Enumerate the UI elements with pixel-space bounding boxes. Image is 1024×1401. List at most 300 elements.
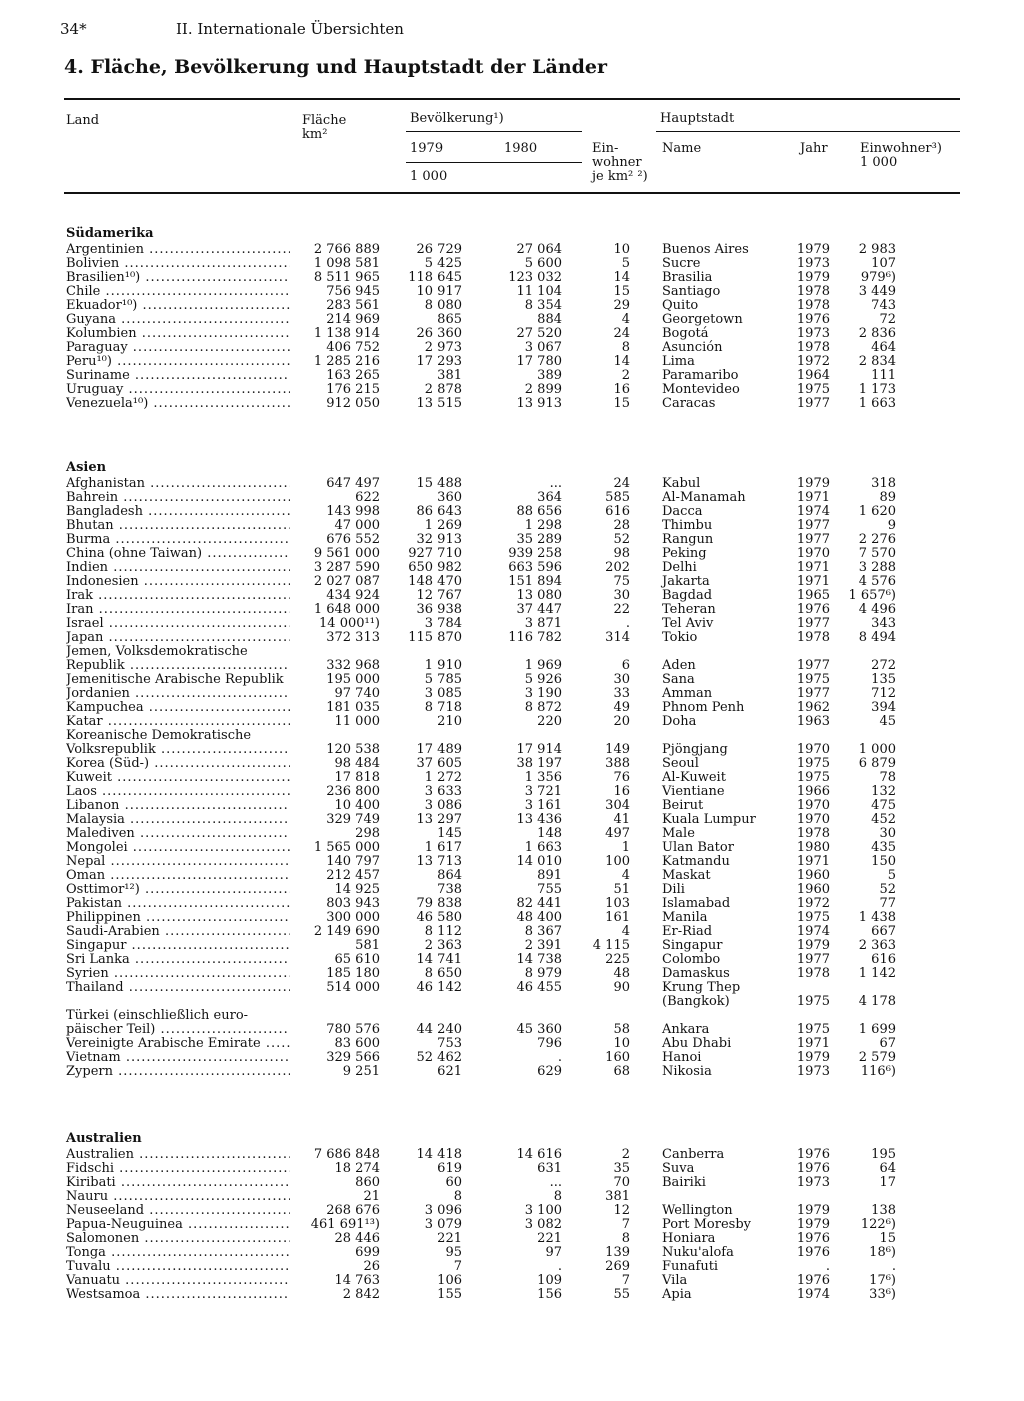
- cell-jahr: 1960: [796, 882, 830, 897]
- cell-dichte: 15: [613, 396, 630, 411]
- cell-land: Singapur .....: [66, 939, 290, 953]
- cell-flaeche: 676 552: [326, 532, 380, 547]
- cell-land: Jemen, Volksdemokratische: [66, 645, 248, 659]
- cell-dichte: 76: [613, 770, 630, 785]
- header-einheit: 1 000: [410, 169, 448, 184]
- cell-hauptstadt: (Bangkok): [662, 994, 730, 1009]
- cell-jahr: 1978: [796, 298, 830, 313]
- cell-dichte: 10: [613, 1036, 630, 1051]
- cell-einwohner: 2 836: [858, 326, 896, 341]
- cell-land: Tonga .....: [66, 1246, 290, 1260]
- cell-jahr: 1972: [796, 354, 830, 369]
- cell-einwohner: 3 288: [858, 560, 896, 575]
- cell-flaeche: 14 763: [334, 1273, 380, 1288]
- cell-einwohner: 2 363: [858, 938, 896, 953]
- table-row: [66, 631, 960, 645]
- cell-dichte: 24: [613, 476, 630, 491]
- cell-flaeche: 97 740: [334, 686, 380, 701]
- cell-dichte: 103: [605, 896, 630, 911]
- cell-einwohner: 45: [879, 714, 896, 729]
- cell-jahr: 1970: [796, 812, 830, 827]
- cell-einwohner: 2 983: [858, 242, 896, 257]
- cell-bev-1979: 37 605: [416, 756, 462, 771]
- table-row: [66, 729, 960, 743]
- cell-bev-1979: 115 870: [408, 630, 462, 645]
- cell-jahr: 1979: [796, 242, 830, 257]
- cell-einwohner: 135: [871, 672, 896, 687]
- cell-einwohner: 1 000: [858, 742, 896, 757]
- cell-bev-1979: 145: [437, 826, 462, 841]
- cell-flaeche: 461 691¹³): [310, 1217, 380, 1232]
- cell-land: Libanon .....: [66, 799, 290, 813]
- cell-einwohner: .: [891, 1259, 896, 1274]
- cell-bev-1979: 621: [437, 1064, 462, 1079]
- cell-dichte: 48: [613, 966, 630, 981]
- cell-bev-1980: 14 616: [516, 1147, 562, 1162]
- unit-rule: [406, 162, 582, 163]
- cell-jahr: 1977: [796, 658, 830, 673]
- cell-hauptstadt: Ankara: [662, 1022, 710, 1037]
- cell-hauptstadt: Bairiki: [662, 1175, 706, 1190]
- cell-land: Laos .....: [66, 785, 290, 799]
- cell-dichte: 4 115: [592, 938, 630, 953]
- cell-flaeche: 298: [355, 826, 380, 841]
- cell-hauptstadt: Male: [662, 826, 695, 841]
- cell-flaeche: 185 180: [326, 966, 380, 981]
- table-row: [66, 757, 960, 771]
- cell-bev-1979: 8 650: [424, 966, 462, 981]
- cell-einwohner: 52: [879, 882, 896, 897]
- cell-dichte: 6: [621, 658, 630, 673]
- cell-hauptstadt: Krung Thep: [662, 980, 741, 995]
- cell-bev-1980: 2 899: [524, 382, 562, 397]
- cell-bev-1980: 663 596: [508, 560, 562, 575]
- cell-hauptstadt: Aden: [662, 658, 696, 673]
- cell-bev-1980: 82 441: [516, 896, 562, 911]
- cell-hauptstadt: Canberra: [662, 1147, 725, 1162]
- section-asien: [66, 460, 960, 1079]
- cell-jahr: 1978: [796, 630, 830, 645]
- cell-hauptstadt: Manila: [662, 910, 708, 925]
- cell-land: Ekuador¹⁰) .....: [66, 299, 290, 313]
- cell-bev-1980: 884: [537, 312, 562, 327]
- cell-einwohner: 452: [871, 812, 896, 827]
- table-row: [66, 715, 960, 729]
- cell-einwohner: 9: [887, 518, 896, 533]
- cell-hauptstadt: Er-Riad: [662, 924, 713, 939]
- cell-einwohner: 667: [871, 924, 896, 939]
- cell-hauptstadt: Buenos Aires: [662, 242, 749, 257]
- cell-jahr: 1977: [796, 532, 830, 547]
- section-heading: Südamerika: [66, 226, 154, 241]
- cell-bev-1980: 8 354: [524, 298, 562, 313]
- cell-hauptstadt: Kuala Lumpur: [662, 812, 756, 827]
- cell-bev-1980: 3 721: [524, 784, 562, 799]
- cell-einwohner: 2 834: [858, 354, 896, 369]
- section-title: II. Internationale Übersichten: [176, 20, 404, 38]
- cell-einwohner: 1 663: [858, 396, 896, 411]
- cell-flaeche: 647 497: [326, 476, 380, 491]
- cell-dichte: 161: [605, 910, 630, 925]
- cell-einwohner: 17⁶): [869, 1273, 896, 1288]
- cell-bev-1980: 755: [537, 882, 562, 897]
- cell-hauptstadt: Suva: [662, 1161, 695, 1176]
- cell-hauptstadt: Amman: [662, 686, 713, 701]
- cell-flaeche: 236 800: [326, 784, 380, 799]
- cell-bev-1979: 8 112: [424, 924, 462, 939]
- cell-jahr: 1976: [796, 1245, 830, 1260]
- cell-hauptstadt: Apia: [662, 1287, 692, 1302]
- cell-bev-1980: 109: [537, 1273, 562, 1288]
- cell-flaeche: 1 285 216: [313, 354, 380, 369]
- cell-jahr: 1964: [796, 368, 830, 383]
- table-row: [66, 659, 960, 673]
- cell-bev-1979: 1 269: [424, 518, 462, 533]
- header-flaeche: Fläche km²: [302, 113, 347, 142]
- cell-flaeche: 163 265: [326, 368, 380, 383]
- cell-dichte: 52: [613, 532, 630, 547]
- cell-jahr: 1978: [796, 284, 830, 299]
- cell-bev-1979: 95: [445, 1245, 462, 1260]
- cell-flaeche: 268 676: [326, 1203, 380, 1218]
- table-row: [66, 1148, 960, 1162]
- cell-einwohner: 2 579: [858, 1050, 896, 1065]
- cell-hauptstadt: Phnom Penh: [662, 700, 745, 715]
- cell-hauptstadt: Katmandu: [662, 854, 730, 869]
- cell-flaeche: 780 576: [326, 1022, 380, 1037]
- cell-bev-1979: 36 938: [416, 602, 462, 617]
- cell-einwohner: 33⁶): [869, 1287, 896, 1302]
- cell-dichte: 29: [613, 298, 630, 313]
- cell-bev-1980: 88 656: [516, 504, 562, 519]
- cell-bev-1979: 7: [453, 1259, 462, 1274]
- cell-bev-1979: 381: [437, 368, 462, 383]
- cell-bev-1980: 221: [537, 1231, 562, 1246]
- cell-einwohner: 7 570: [858, 546, 896, 561]
- cell-einwohner: 67: [879, 1036, 896, 1051]
- table-row: [66, 771, 960, 785]
- cell-bev-1979: 13 713: [416, 854, 462, 869]
- table-row: [66, 1218, 960, 1232]
- cell-jahr: 1977: [796, 686, 830, 701]
- table-row: [66, 869, 960, 883]
- cell-einwohner: 138: [871, 1203, 896, 1218]
- cell-einwohner: 30: [879, 826, 896, 841]
- table-row: [66, 1051, 960, 1065]
- cell-dichte: 7: [621, 1273, 630, 1288]
- cell-land: Chile .....: [66, 285, 290, 299]
- cell-bev-1980: 17 914: [516, 742, 562, 757]
- cell-bev-1980: 97: [545, 1245, 562, 1260]
- cell-jahr: 1973: [796, 256, 830, 271]
- cell-land: Irak .....: [66, 589, 290, 603]
- cell-hauptstadt: Thimbu: [662, 518, 713, 533]
- cell-jahr: 1979: [796, 1203, 830, 1218]
- cell-einwohner: 150: [871, 854, 896, 869]
- cell-flaeche: 756 945: [326, 284, 380, 299]
- table-row: [66, 271, 960, 285]
- cell-hauptstadt: Seoul: [662, 756, 699, 771]
- cell-einwohner: 77: [879, 896, 896, 911]
- cell-dichte: 14: [613, 354, 630, 369]
- cell-bev-1980: 3 082: [524, 1217, 562, 1232]
- cell-land: Korea (Süd-) .....: [66, 757, 290, 771]
- cell-flaeche: 2 027 087: [313, 574, 380, 589]
- cell-dichte: 2: [621, 1147, 630, 1162]
- cell-land: Thailand .....: [66, 981, 290, 995]
- cell-flaeche: 214 969: [326, 312, 380, 327]
- cell-jahr: 1960: [796, 868, 830, 883]
- cell-land: Australien .....: [66, 1148, 290, 1162]
- section-rows: [66, 477, 960, 1079]
- cell-land: Bahrein .....: [66, 491, 290, 505]
- cell-land: Vietnam .....: [66, 1051, 290, 1065]
- cell-hauptstadt: Jakarta: [662, 574, 710, 589]
- cell-dichte: 225: [605, 952, 630, 967]
- cell-hauptstadt: Ulan Bator: [662, 840, 734, 855]
- cell-jahr: 1971: [796, 574, 830, 589]
- cell-bev-1980: 1 663: [524, 840, 562, 855]
- cell-hauptstadt: Vila: [662, 1273, 688, 1288]
- table-row: [66, 327, 960, 341]
- cell-hauptstadt: Bagdad: [662, 588, 713, 603]
- header-jahr: Jahr: [800, 141, 828, 156]
- cell-dichte: 68: [613, 1064, 630, 1079]
- cell-hauptstadt: Pjöngjang: [662, 742, 728, 757]
- cell-flaeche: 434 924: [326, 588, 380, 603]
- cell-flaeche: 1 648 000: [313, 602, 380, 617]
- cell-flaeche: 803 943: [326, 896, 380, 911]
- cell-bev-1980: 629: [537, 1064, 562, 1079]
- cell-einwohner: 122⁶): [860, 1217, 896, 1232]
- cell-flaeche: 329 566: [326, 1050, 380, 1065]
- cell-hauptstadt: Al-Kuweit: [662, 770, 726, 785]
- cell-bev-1979: 32 913: [416, 532, 462, 547]
- table-row: [66, 897, 960, 911]
- cell-land: Vanuatu .....: [66, 1274, 290, 1288]
- cell-dichte: 139: [605, 1245, 630, 1260]
- cell-jahr: 1973: [796, 1175, 830, 1190]
- cell-dichte: 585: [605, 490, 630, 505]
- cell-einwohner: 111: [871, 368, 896, 383]
- bev-rule: [406, 131, 582, 132]
- table-row: [66, 799, 960, 813]
- cell-bev-1980: 38 197: [516, 756, 562, 771]
- cell-bev-1979: 650 982: [408, 560, 462, 575]
- table-row: [66, 243, 960, 257]
- header-dichte: Ein- wohner je km² ²): [592, 141, 648, 184]
- cell-bev-1979: 26 360: [416, 326, 462, 341]
- table-row: [66, 603, 960, 617]
- cell-bev-1980: 389: [537, 368, 562, 383]
- cell-hauptstadt: Beirut: [662, 798, 704, 813]
- cell-flaeche: 7 686 848: [313, 1147, 380, 1162]
- cell-bev-1979: 864: [437, 868, 462, 883]
- cell-bev-1979: 360: [437, 490, 462, 505]
- cell-bev-1980: 3 190: [524, 686, 562, 701]
- cell-land: Kiribati .....: [66, 1176, 290, 1190]
- cell-hauptstadt: Nuku'alofa: [662, 1245, 734, 1260]
- cell-flaeche: 181 035: [326, 700, 380, 715]
- cell-land: Sri Lanka .....: [66, 953, 290, 967]
- cell-hauptstadt: Tokio: [662, 630, 698, 645]
- cell-land: Koreanische Demokratische: [66, 729, 252, 743]
- cell-bev-1980: 5 926: [524, 672, 562, 687]
- cell-flaeche: 699: [355, 1245, 380, 1260]
- cell-land: Jordanien .....: [66, 687, 290, 701]
- cell-einwohner: 89: [879, 490, 896, 505]
- cell-bev-1980: 27 520: [516, 326, 562, 341]
- cell-bev-1979: 5 785: [424, 672, 462, 687]
- cell-einwohner: 4 576: [858, 574, 896, 589]
- cell-jahr: 1971: [796, 560, 830, 575]
- cell-jahr: 1976: [796, 1161, 830, 1176]
- table-row: [66, 491, 960, 505]
- cell-bev-1979: 14 418: [416, 1147, 462, 1162]
- cell-dichte: 8: [621, 340, 630, 355]
- cell-land: Afghanistan .....: [66, 477, 290, 491]
- cell-land: Volksrepublik .....: [66, 743, 290, 757]
- cell-jahr: 1971: [796, 854, 830, 869]
- cell-bev-1980: 123 032: [508, 270, 562, 285]
- cell-bev-1979: 79 838: [416, 896, 462, 911]
- cell-flaeche: 143 998: [326, 504, 380, 519]
- cell-einwohner: 272: [871, 658, 896, 673]
- cell-bev-1979: 14 741: [416, 952, 462, 967]
- table-row: [66, 743, 960, 757]
- section-heading: Australien: [66, 1131, 142, 1146]
- cell-einwohner: 132: [871, 784, 896, 799]
- cell-dichte: 269: [605, 1259, 630, 1274]
- cell-hauptstadt: Dili: [662, 882, 685, 897]
- cell-dichte: 30: [613, 588, 630, 603]
- cell-einwohner: 1 173: [858, 382, 896, 397]
- cell-hauptstadt: Al-Manamah: [662, 490, 746, 505]
- cell-bev-1980: 116 782: [508, 630, 562, 645]
- cell-jahr: 1975: [796, 1022, 830, 1037]
- cell-hauptstadt: Vientiane: [662, 784, 725, 799]
- table-row: [66, 589, 960, 603]
- cell-land: Indien .....: [66, 561, 290, 575]
- cell-dichte: 8: [621, 1231, 630, 1246]
- cell-einwohner: 6 879: [858, 756, 896, 771]
- cell-dichte: 35: [613, 1161, 630, 1176]
- cell-hauptstadt: Peking: [662, 546, 707, 561]
- cell-bev-1980: 14 010: [516, 854, 562, 869]
- cell-hauptstadt: Dacca: [662, 504, 703, 519]
- cell-jahr: 1965: [796, 588, 830, 603]
- table-row: [66, 1190, 960, 1204]
- cell-jahr: 1976: [796, 602, 830, 617]
- cell-jahr: 1979: [796, 270, 830, 285]
- cell-bev-1980: 939 258: [508, 546, 562, 561]
- cell-hauptstadt: Sucre: [662, 256, 701, 271]
- cell-dichte: 49: [613, 700, 630, 715]
- cell-hauptstadt: Caracas: [662, 396, 716, 411]
- cell-dichte: 304: [605, 798, 630, 813]
- cell-flaeche: 120 538: [326, 742, 380, 757]
- cell-hauptstadt: Sana: [662, 672, 695, 687]
- table-row: [66, 855, 960, 869]
- cell-bev-1980: 46 455: [516, 980, 562, 995]
- cell-land: Kampuchea .....: [66, 701, 290, 715]
- cell-bev-1980: 151 894: [508, 574, 562, 589]
- cell-flaeche: 3 287 590: [313, 560, 380, 575]
- cell-bev-1979: 148 470: [408, 574, 462, 589]
- cell-dichte: .: [625, 616, 630, 631]
- table-row: [66, 369, 960, 383]
- cell-dichte: 314: [605, 630, 630, 645]
- cell-dichte: 4: [621, 868, 630, 883]
- cell-flaeche: 26: [363, 1259, 380, 1274]
- cell-dichte: 149: [605, 742, 630, 757]
- cell-dichte: 33: [613, 686, 630, 701]
- cell-jahr: 1977: [796, 396, 830, 411]
- cell-jahr: 1979: [796, 938, 830, 953]
- cell-hauptstadt: Maskat: [662, 868, 711, 883]
- table-row: [66, 645, 960, 659]
- cell-flaeche: 140 797: [326, 854, 380, 869]
- cell-bev-1979: 8 080: [424, 298, 462, 313]
- cell-land: Venezuela¹⁰) .....: [66, 397, 290, 411]
- cell-bev-1980: 220: [537, 714, 562, 729]
- table-row: [66, 785, 960, 799]
- cell-land: Nepal .....: [66, 855, 290, 869]
- cell-bev-1980: 891: [537, 868, 562, 883]
- cell-land: Saudi-Arabien .....: [66, 925, 290, 939]
- cell-land: Argentinien .....: [66, 243, 290, 257]
- cell-bev-1979: 13 515: [416, 396, 462, 411]
- cell-jahr: 1980: [796, 840, 830, 855]
- cell-einwohner: 1 620: [858, 504, 896, 519]
- cell-flaeche: 195 000: [326, 672, 380, 687]
- header-einwohner: Einwohner³) 1 000: [860, 141, 942, 170]
- cell-bev-1980: 48 400: [516, 910, 562, 925]
- cell-dichte: 7: [621, 1217, 630, 1232]
- cell-land: Republik .....: [66, 659, 290, 673]
- hst-rule: [656, 131, 960, 132]
- cell-bev-1979: 3 096: [424, 1203, 462, 1218]
- cell-hauptstadt: Islamabad: [662, 896, 731, 911]
- cell-land: Indonesien .....: [66, 575, 290, 589]
- cell-bev-1979: 221: [437, 1231, 462, 1246]
- header-bevoelkerung: Bevölkerung¹): [410, 111, 504, 126]
- cell-einwohner: 18⁶): [869, 1245, 896, 1260]
- header-hauptstadt: Hauptstadt: [660, 111, 735, 126]
- cell-hauptstadt: Damaskus: [662, 966, 730, 981]
- cell-bev-1979: 738: [437, 882, 462, 897]
- cell-flaeche: 860: [355, 1175, 380, 1190]
- cell-land: Mongolei .....: [66, 841, 290, 855]
- cell-flaeche: 2 842: [342, 1287, 380, 1302]
- cell-dichte: 16: [613, 382, 630, 397]
- cell-bev-1980: 3 871: [524, 616, 562, 631]
- cell-jahr: 1979: [796, 476, 830, 491]
- cell-flaeche: 17 818: [334, 770, 380, 785]
- cell-einwohner: 4 496: [858, 602, 896, 617]
- table-row: [66, 1176, 960, 1190]
- cell-dichte: 1: [621, 840, 630, 855]
- table-row: [66, 561, 960, 575]
- cell-dichte: 51: [613, 882, 630, 897]
- cell-hauptstadt: Lima: [662, 354, 695, 369]
- cell-hauptstadt: Tel Aviv: [662, 616, 714, 631]
- cell-dichte: 41: [613, 812, 630, 827]
- cell-einwohner: 343: [871, 616, 896, 631]
- cell-bev-1980: 3 067: [524, 340, 562, 355]
- cell-bev-1979: 10 917: [416, 284, 462, 299]
- cell-bev-1979: 2 878: [424, 382, 462, 397]
